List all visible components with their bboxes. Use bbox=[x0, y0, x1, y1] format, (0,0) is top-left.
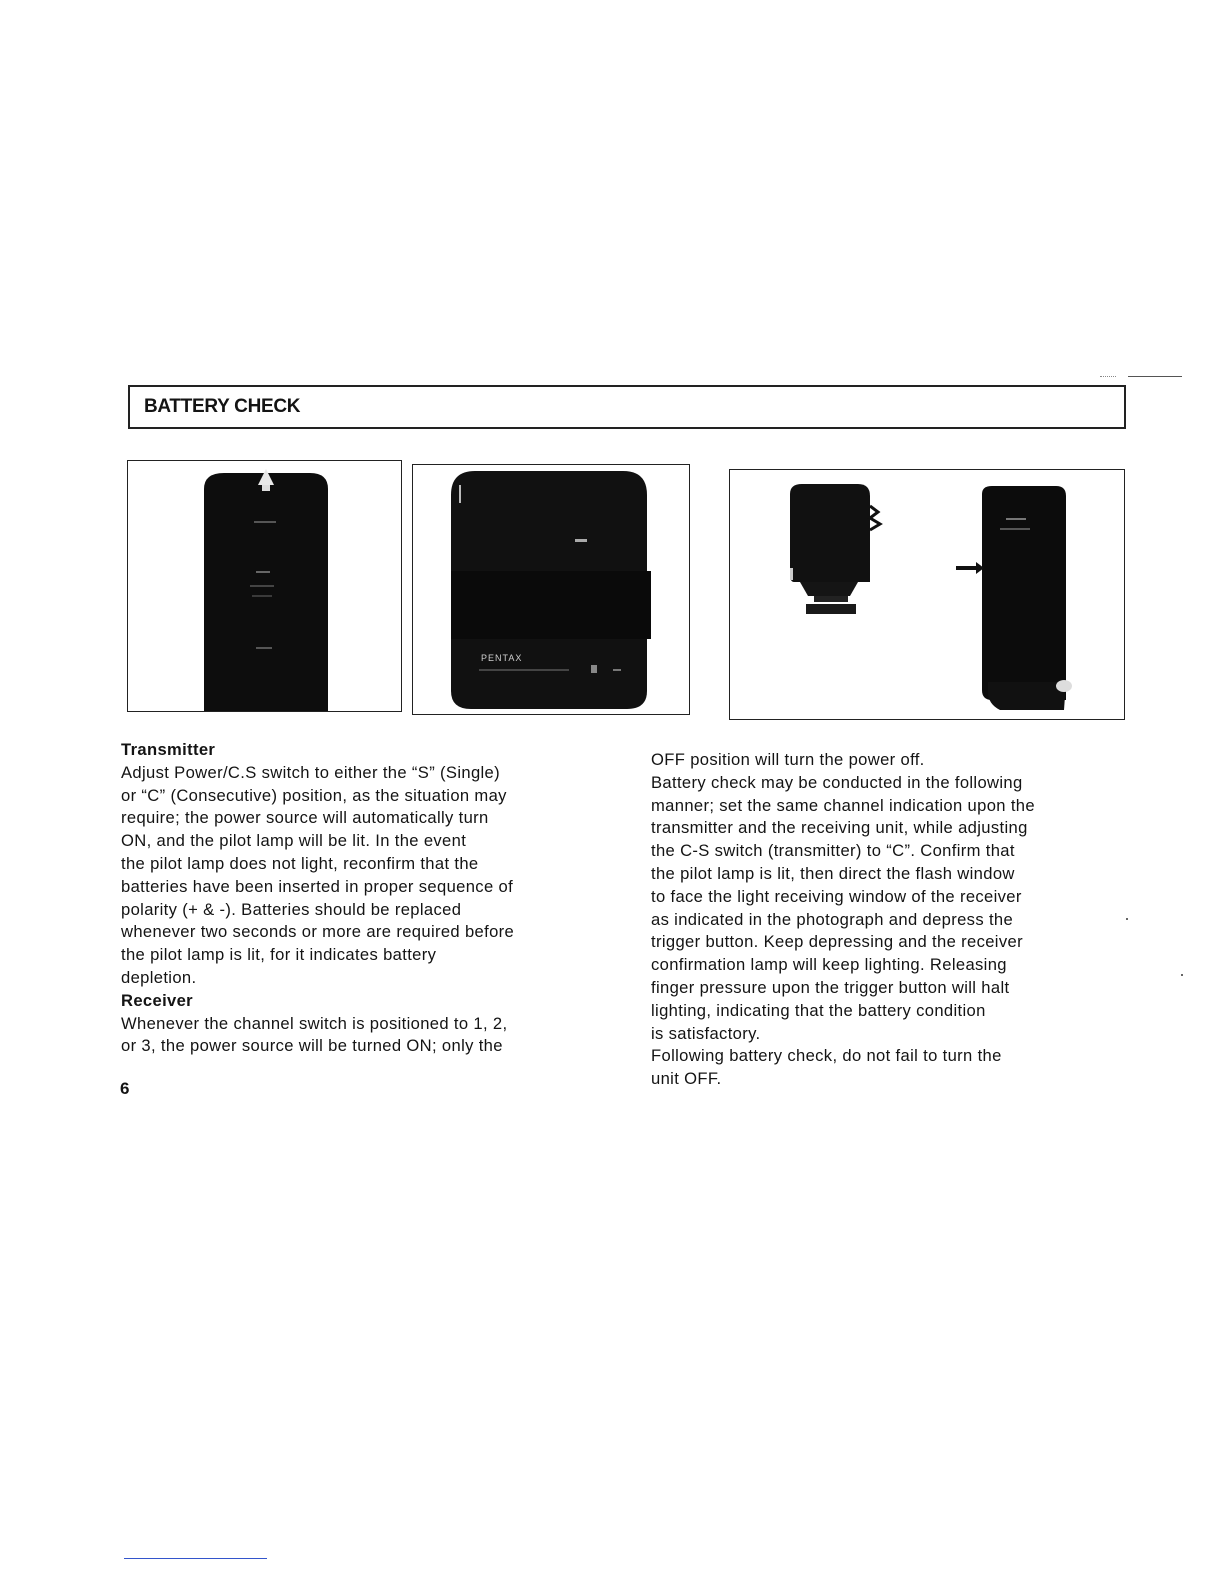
scan-speck bbox=[1126, 918, 1128, 920]
receiver-heading: Receiver bbox=[121, 990, 193, 1010]
transmitter-line: ON, and the pilot lamp will be lit. In the event bbox=[121, 831, 467, 851]
transmitter-photo bbox=[127, 460, 402, 712]
arrow-icon bbox=[956, 562, 984, 574]
transmitter-illustration bbox=[128, 461, 402, 712]
body-line: Following battery check, do not fail to turn the bbox=[651, 1046, 1002, 1066]
body-line: is satisfactory. bbox=[651, 1023, 761, 1043]
scan-speck bbox=[1181, 974, 1183, 976]
header-rule bbox=[1128, 376, 1182, 377]
transmitter-line: Adjust Power/C.S switch to either the “S” (Single) bbox=[121, 762, 501, 782]
body-line: the pilot lamp is lit, then direct the flash window bbox=[651, 863, 1015, 883]
receiver-front-illustration bbox=[413, 465, 690, 715]
section-title-box bbox=[128, 385, 1126, 429]
body-line: as indicated in the photograph and depress the bbox=[651, 909, 1014, 929]
body-line: confirmation lamp will keep lighting. Releasing bbox=[651, 955, 1007, 975]
header-rule-dots bbox=[1100, 376, 1116, 378]
body-line: trigger button. Keep depressing and the receiver bbox=[651, 932, 1023, 952]
page-number: 6 bbox=[120, 1079, 130, 1098]
transmitter-line: whenever two seconds or more are required before bbox=[121, 922, 515, 942]
body-line: Battery check may be conducted in the following bbox=[651, 772, 1023, 792]
transmitter-heading: Transmitter bbox=[121, 740, 216, 759]
section-title: BATTERY CHECK bbox=[144, 396, 301, 417]
transmitter-line: the pilot lamp does not light, reconfirm that the bbox=[121, 853, 479, 873]
transmitter-line: or “C” (Consecutive) position, as the situation may bbox=[121, 785, 507, 805]
receiver-line: Whenever the channel switch is positioned to 1, 2, bbox=[121, 1013, 508, 1033]
body-line: lighting, indicating that the battery condition bbox=[651, 1000, 986, 1020]
left-column bbox=[121, 739, 616, 1058]
right-column bbox=[651, 749, 1131, 1091]
transmitter-line: the pilot lamp is lit, for it indicates battery bbox=[121, 945, 437, 965]
receiver-front-photo bbox=[412, 464, 690, 715]
body-line: the C-S switch (transmitter) to “C”. Confirm that bbox=[651, 841, 1015, 861]
body-line: to face the light receiving window of the receiver bbox=[651, 886, 1022, 906]
footer-rule bbox=[124, 1558, 267, 1559]
receiver-line: or 3, the power source will be turned ON; only the bbox=[121, 1036, 503, 1056]
flash-and-receiver-photo bbox=[729, 469, 1125, 720]
transmitter-line: depletion. bbox=[121, 967, 197, 987]
body-line: finger pressure upon the trigger button will halt bbox=[651, 977, 1010, 997]
transmitter-line: polarity (+ & -). Batteries should be replaced bbox=[121, 899, 462, 919]
transmitter-line: require; the power source will automatically turn bbox=[121, 808, 489, 828]
body-line: transmitter and the receiving unit, while adjusting bbox=[651, 818, 1028, 838]
transmitter-line: batteries have been inserted in proper sequence of bbox=[121, 876, 514, 896]
pentax-logo: PENTAX bbox=[481, 653, 523, 663]
body-line: unit OFF. bbox=[651, 1069, 722, 1089]
body-line: OFF position will turn the power off. bbox=[651, 750, 925, 769]
body-line: manner; set the same channel indication upon the bbox=[651, 795, 1035, 815]
battery-check-illustration bbox=[730, 470, 1125, 720]
